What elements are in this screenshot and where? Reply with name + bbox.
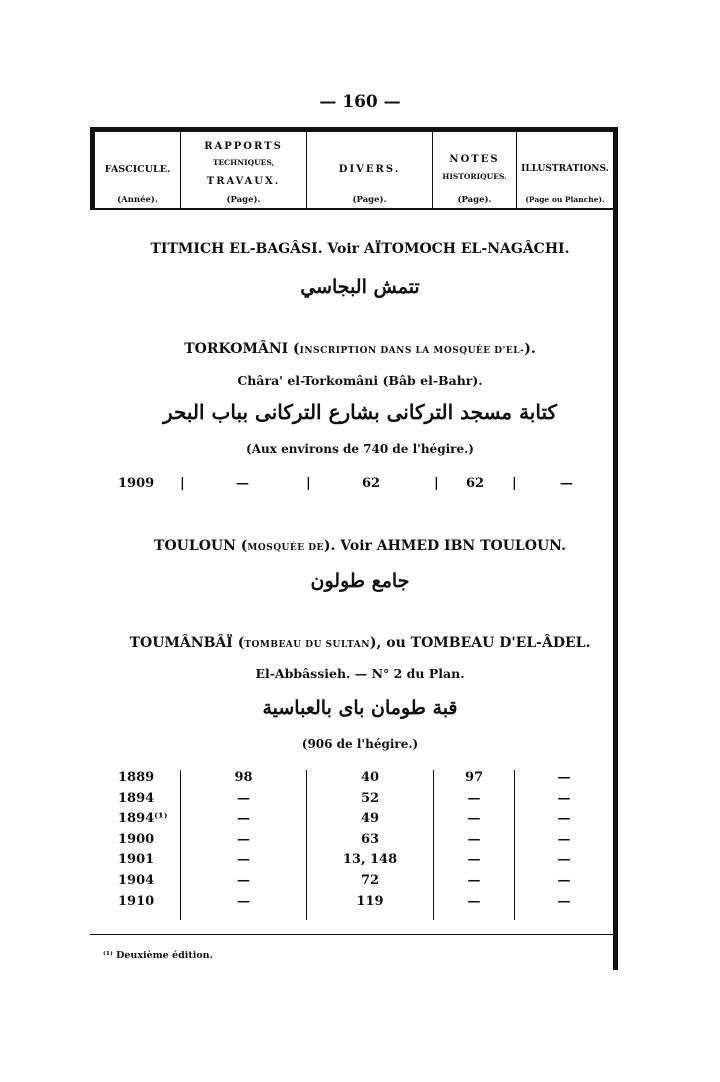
header-illustrations-label: ILLUSTRATIONS. bbox=[521, 164, 609, 174]
table-cell: — bbox=[467, 831, 481, 847]
header-rapports-line1: RAPPORTS bbox=[204, 141, 283, 152]
torkomani-title-end: ). bbox=[524, 341, 536, 357]
footnote: ⁽¹⁾ Deuxième édition. bbox=[103, 950, 213, 961]
entry-toumanbai-title bbox=[0, 635, 720, 651]
cell-separator: | bbox=[306, 476, 311, 491]
cell-separator: | bbox=[434, 476, 439, 491]
entry-touloun-title bbox=[0, 538, 720, 554]
header-fascicule bbox=[95, 132, 180, 208]
column-notes bbox=[434, 768, 514, 912]
table-cell: 1894⁽¹⁾ bbox=[118, 811, 168, 827]
header-notes-sub: (Page). bbox=[457, 195, 492, 205]
table-cell: — bbox=[557, 811, 571, 827]
entry-touloun-arabic: جامع طولون bbox=[310, 570, 410, 592]
table-cell: 63 bbox=[360, 831, 380, 847]
header-rapports bbox=[181, 132, 306, 208]
entry-toumanbai-subtitle: El-Abbâssieh. — N° 2 du Plan. bbox=[255, 666, 465, 681]
table-cell: 13, 148 bbox=[342, 852, 398, 868]
table-cell: 98 bbox=[234, 770, 253, 785]
table-cell: 72 bbox=[360, 872, 380, 888]
page-number: — 160 — bbox=[319, 92, 401, 112]
toumanbai-title-smallcaps: TOMBEAU DU SULTAN bbox=[244, 640, 370, 650]
cell-illustrations: — bbox=[560, 476, 573, 491]
cell-separator: | bbox=[512, 476, 517, 491]
table-cell: — bbox=[557, 831, 571, 847]
entry-torkomani-title bbox=[0, 341, 720, 357]
table-cell: — bbox=[557, 790, 571, 806]
table-cell: 1889 bbox=[118, 770, 155, 785]
header-fascicule-label: FASCICULE. bbox=[104, 164, 171, 175]
table-cell: 1894 bbox=[118, 790, 155, 806]
entry-toumanbai-date: (906 de l'hégire.) bbox=[301, 737, 419, 751]
toumanbai-title-main: TOUMÂNBÂÏ ( bbox=[129, 635, 245, 651]
table-cell: 40 bbox=[360, 770, 380, 785]
table-cell: — bbox=[237, 852, 250, 868]
table-cell: 119 bbox=[356, 893, 384, 909]
table-cell: — bbox=[237, 811, 250, 827]
table-cell: — bbox=[237, 790, 250, 806]
header-notes-line2: HISTORIQUES. bbox=[442, 172, 507, 181]
column-divers bbox=[307, 768, 433, 912]
entry-torkomani-date: (Aux environs de 740 de l'hégire.) bbox=[246, 442, 474, 456]
cell-divers: 62 bbox=[362, 476, 381, 491]
entry-torkomani-subtitle: Châra' el-Torkomâni (Bâb el-Bahr). bbox=[237, 373, 483, 388]
column-illustrations bbox=[515, 768, 613, 912]
table-cell: — bbox=[237, 872, 250, 888]
entry-toumanbai-arabic: قبة طومان باى بالعباسية bbox=[262, 697, 458, 719]
table-cell: — bbox=[467, 852, 481, 868]
header-illustrations bbox=[517, 132, 613, 208]
table-cell: — bbox=[467, 790, 481, 806]
header-rapports-line2: TECHNIQUES, bbox=[212, 158, 275, 167]
header-fascicule-sub: (Année). bbox=[117, 195, 158, 205]
table-cell: — bbox=[557, 770, 571, 785]
table-row bbox=[0, 476, 720, 496]
table-cell: 1901 bbox=[118, 852, 155, 868]
entry-titmich-arabic: تتمش البجاسي bbox=[300, 276, 420, 298]
cell-separator: | bbox=[180, 476, 185, 491]
footnote-rule bbox=[90, 934, 618, 935]
table-cell: 1910 bbox=[118, 893, 155, 909]
header-notes-line1: NOTES bbox=[449, 154, 500, 165]
entry-torkomani-arabic: كتابة مسجد التركانى بشارع التركانى بباب البحر bbox=[162, 400, 558, 424]
header-rapports-sub: (Page). bbox=[226, 195, 261, 205]
table-cell: 1900 bbox=[118, 831, 155, 847]
table-cell: 52 bbox=[360, 790, 380, 806]
header-bottom-rule bbox=[90, 208, 618, 210]
header-illustrations-sub: (Page ou Planche). bbox=[525, 195, 605, 204]
column-rapports bbox=[181, 768, 306, 912]
table-cell: — bbox=[557, 852, 571, 868]
header-divers bbox=[307, 132, 432, 208]
table-cell: — bbox=[237, 831, 250, 847]
table-cell: — bbox=[237, 893, 250, 909]
table-cell: — bbox=[467, 893, 481, 909]
table-cell: — bbox=[467, 872, 481, 888]
cell-notes: 62 bbox=[466, 476, 485, 491]
table-cell: — bbox=[557, 893, 571, 909]
table-cell: 1904 bbox=[118, 872, 155, 888]
torkomani-title-main: TORKOMÂNI ( bbox=[184, 341, 300, 357]
touloun-title-end: ). Voir AHMED IBN TOULOUN. bbox=[323, 538, 566, 554]
header-rapports-line3: TRAVAUX. bbox=[206, 176, 281, 187]
touloun-title-main: TOULOUN ( bbox=[154, 538, 248, 554]
cell-year: 1909 bbox=[118, 476, 155, 491]
table-cell: — bbox=[557, 872, 571, 888]
header-divers-sub: (Page). bbox=[352, 195, 387, 205]
header-divers-label: DIVERS. bbox=[338, 164, 401, 175]
cell-rapports: — bbox=[236, 476, 249, 491]
table-cell: — bbox=[467, 811, 481, 827]
column-years bbox=[118, 768, 168, 912]
entry-titmich-title: TITMICH EL-BAGÂSI. Voir AÏTOMOCH EL-NAGÂCHI. bbox=[150, 241, 570, 257]
touloun-title-smallcaps: MOSQUÉE DE bbox=[247, 543, 324, 553]
table-cell: 97 bbox=[464, 770, 484, 785]
table-cell: 49 bbox=[360, 811, 380, 827]
torkomani-title-smallcaps: INSCRIPTION DANS LA MOSQUÉE D'EL- bbox=[299, 346, 525, 356]
toumanbai-title-end: ), ou TOMBEAU D'EL-ÂDEL. bbox=[369, 635, 591, 651]
header-notes bbox=[433, 132, 516, 208]
